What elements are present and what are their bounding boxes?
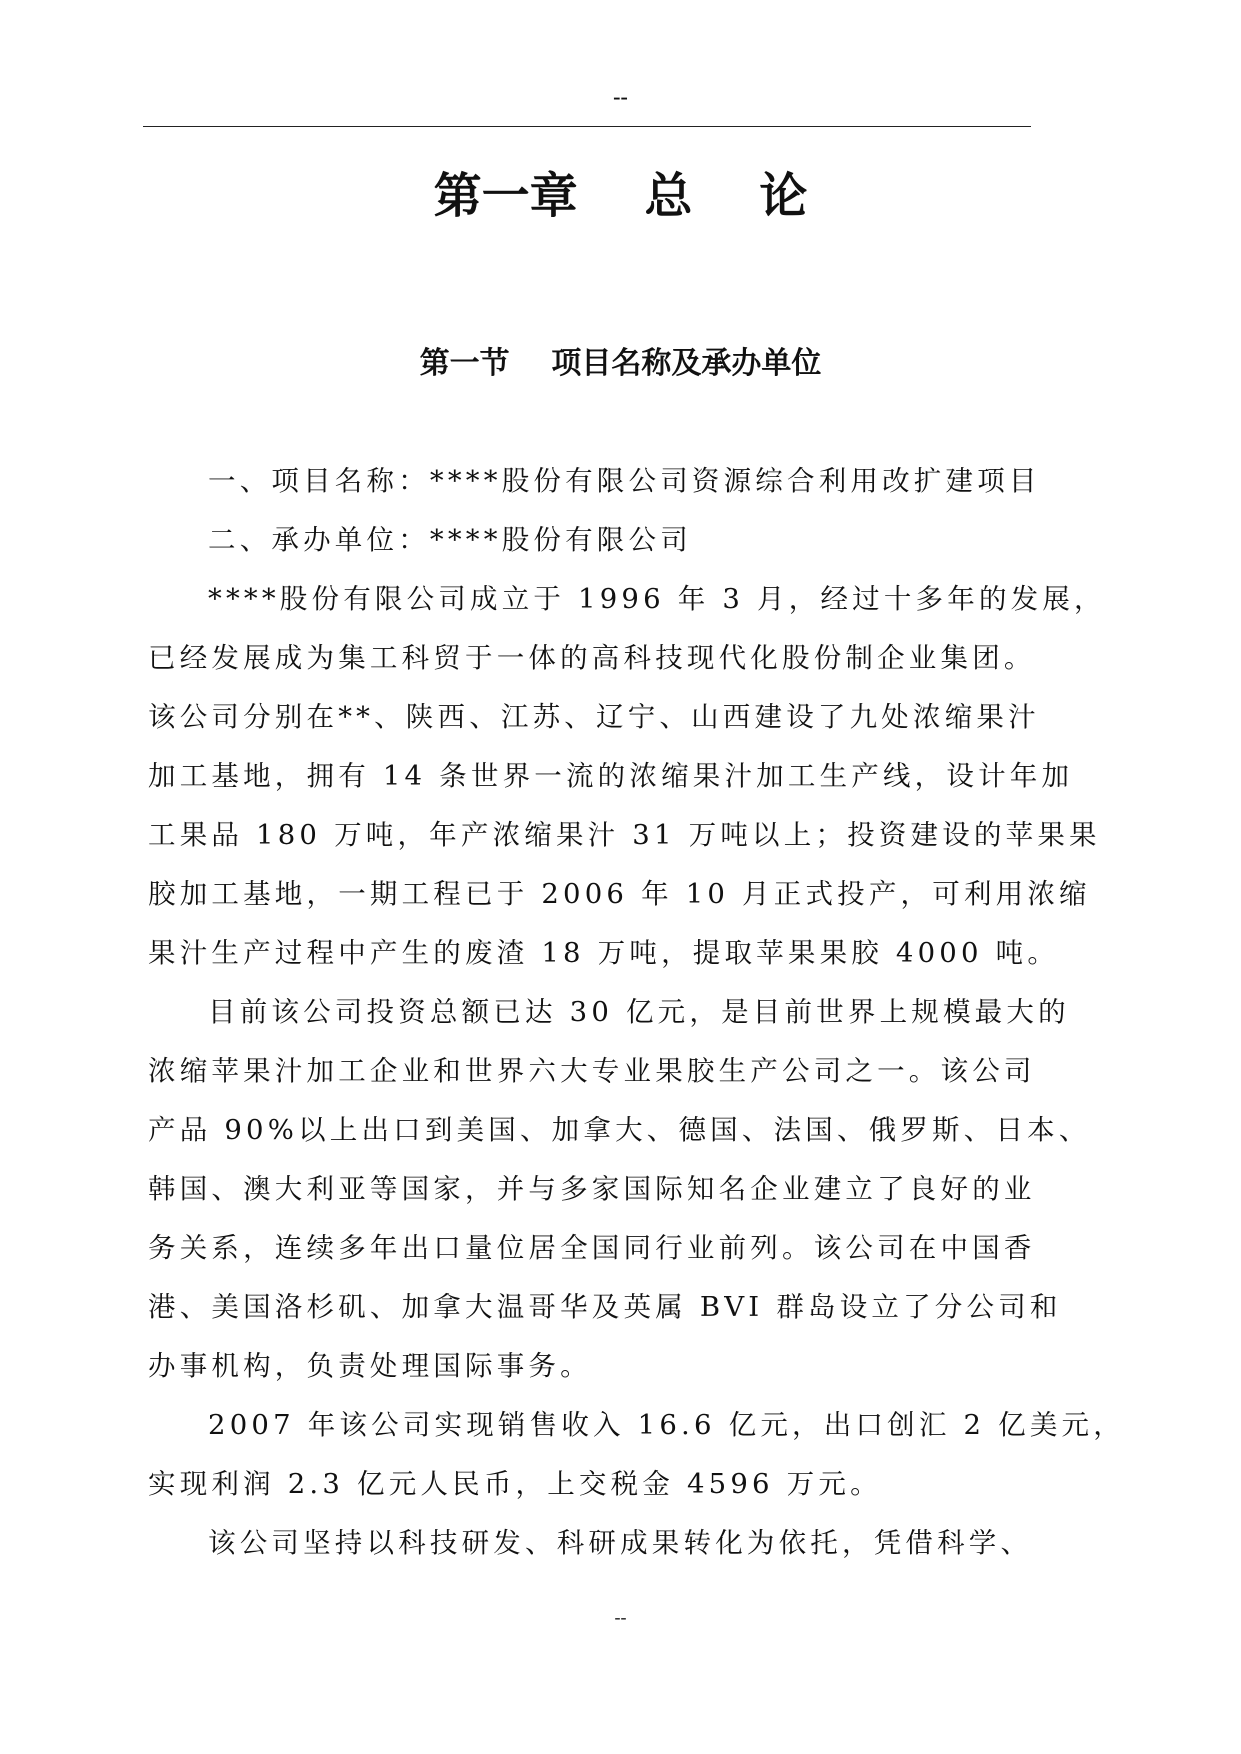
body-text bbox=[148, 452, 1125, 1573]
paragraph-line: 目前该公司投资总额已达 30 亿元，是目前世界上规模最大的 bbox=[208, 996, 1070, 1028]
paragraph-line: 务关系，连续多年出口量位居全国同行业前列。该公司在中国香 bbox=[148, 1232, 1036, 1264]
paragraph-line: 浓缩苹果汁加工企业和世界六大专业果胶生产公司之一。该公司 bbox=[148, 1055, 1036, 1087]
paragraph-line: 产品 90%以上出口到美国、加拿大、德国、法国、俄罗斯、日本、 bbox=[148, 1114, 1091, 1146]
paragraph-line: 果汁生产过程中产生的废渣 18 万吨，提取苹果果胶 4000 吨。 bbox=[148, 937, 1060, 969]
item-project-name: 一、项目名称：****股份有限公司资源综合利用改扩建项目 bbox=[208, 465, 1041, 497]
paragraph-line: 该公司分别在**、陕西、江苏、辽宁、山西建设了九处浓缩果汁 bbox=[148, 701, 1040, 733]
paragraph-line: ****股份有限公司成立于 1996 年 3 月，经过十多年的发展， bbox=[208, 583, 1106, 615]
paragraph-line: 该公司坚持以科技研发、科研成果转化为依托，凭借科学、 bbox=[208, 1527, 1033, 1559]
paragraph-line: 办事机构，负责处理国际事务。 bbox=[148, 1350, 592, 1382]
paragraph-line: 工果品 180 万吨，年产浓缩果汁 31 万吨以上；投资建设的苹果果 bbox=[148, 819, 1101, 851]
page-header-mark: -- bbox=[613, 84, 628, 109]
paragraph-line: 胶加工基地，一期工程已于 2006 年 10 月正式投产，可利用浓缩 bbox=[148, 878, 1091, 910]
section-title: 第一节 项目名称及承办单位 bbox=[419, 346, 822, 381]
paragraph-line: 实现利润 2.3 亿元人民币，上交税金 4596 万元。 bbox=[148, 1468, 882, 1500]
paragraph-line: 2007 年该公司实现销售收入 16.6 亿元，出口创汇 2 亿美元， bbox=[208, 1409, 1125, 1441]
paragraph-line: 港、美国洛杉矶、加拿大温哥华及英属 BVI 群岛设立了分公司和 bbox=[148, 1291, 1062, 1323]
chapter-title: 第一章 总 论 bbox=[433, 168, 808, 224]
paragraph-line: 加工基地，拥有 14 条世界一流的浓缩果汁加工生产线，设计年加 bbox=[148, 760, 1074, 792]
header-rule bbox=[143, 126, 1031, 127]
page-footer-mark: -- bbox=[614, 1607, 627, 1627]
item-host-unit: 二、承办单位：****股份有限公司 bbox=[208, 524, 692, 556]
paragraph-line: 已经发展成为集工科贸于一体的高科技现代化股份制企业集团。 bbox=[148, 642, 1036, 674]
paragraph-line: 韩国、澳大利亚等国家，并与多家国际知名企业建立了良好的业 bbox=[148, 1173, 1036, 1205]
